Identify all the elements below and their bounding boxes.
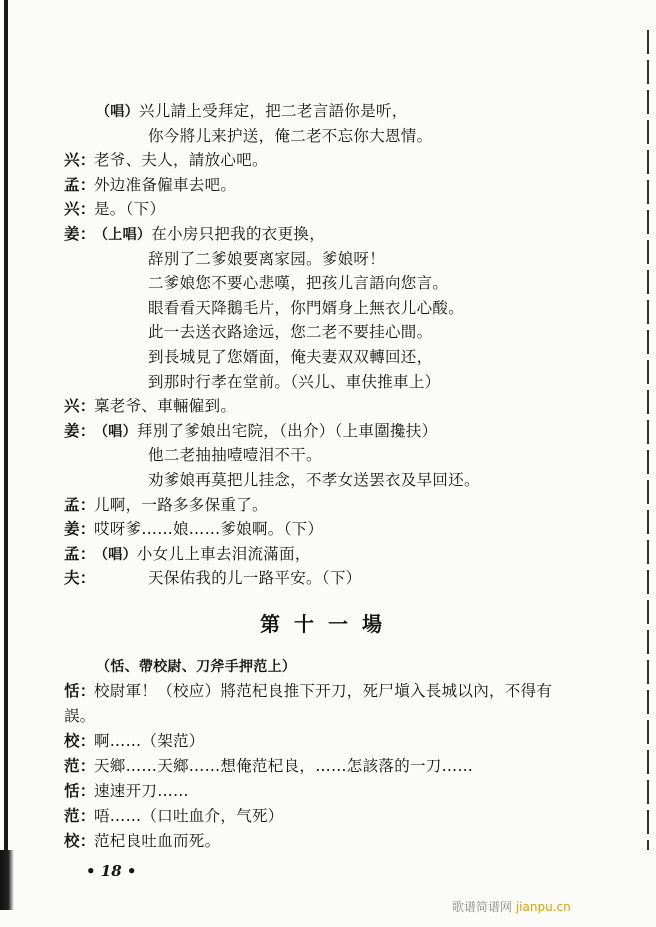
line-text: 在小房只把我的衣更換，: [151, 225, 326, 243]
dialogue-line: [96, 656, 296, 677]
line-text: 哎呀爹……娘……爹娘啊。（下）: [94, 520, 324, 539]
dialogue-line: [64, 806, 284, 826]
speaker-label: 恬：: [64, 681, 96, 700]
line-text: 兴儿請上受拜定，把二老言語你是听，: [138, 102, 408, 120]
dialogue-line: [64, 681, 552, 701]
line-text: 到那时行孝在堂前。（兴儿、車伕推車上）: [148, 372, 441, 391]
binding-edge-left: [4, 0, 8, 890]
line-text: 儿啊，一路多多保重了。: [94, 495, 268, 514]
binding-shadow: [0, 850, 14, 910]
dialogue-line: [64, 421, 437, 442]
speaker-label: 孟：: [64, 494, 96, 514]
line-text: 天保佑我的儿一路平安。（下）: [148, 569, 362, 588]
line-text: 唔……（口吐血介，气死）: [94, 807, 284, 825]
speaker-label: 姜：: [64, 224, 96, 243]
speaker-label: 范：: [64, 806, 96, 825]
stage-direction: （唱）: [94, 546, 137, 563]
speaker-label: 兴：: [64, 150, 96, 170]
watermark-url: jianpu.cn: [515, 900, 571, 914]
scene-title: 第十一場: [260, 612, 396, 636]
dialogue-line: [64, 544, 311, 565]
line-text: 速速开刀……: [94, 782, 189, 800]
line-text: 是。（下）: [94, 200, 166, 219]
speaker-label: 孟：: [64, 543, 96, 563]
line-text: 誤。: [64, 707, 96, 725]
line-text: 啊……（架范）: [94, 732, 205, 750]
dialogue-line: [148, 298, 464, 318]
stage-direction: （唱）: [96, 104, 139, 120]
speaker-label: 兴：: [64, 199, 96, 219]
dialogue-line: [64, 175, 236, 195]
line-text: 老爷、夫人，請放心吧。: [94, 151, 268, 170]
line-text: 他二老抽抽噎噎泪不干。: [148, 446, 322, 465]
line-text: 天鄉……天鄉……想俺范杞良，……怎該落的一刀……: [94, 757, 474, 775]
line-text: 此一去送衣路途远，您二老不要挂心間。: [148, 323, 433, 342]
dialogue-line: [64, 396, 236, 416]
dialogue-line: [148, 470, 480, 490]
dialogue-line: [64, 706, 96, 726]
speaker-label: 孟：: [64, 174, 96, 194]
dialogue-line: [148, 249, 385, 269]
line-text: 你今將儿来护送，俺二老不忘你大恩情。: [148, 126, 433, 145]
line-text: 外边准备僱車去吧。: [94, 175, 237, 194]
speaker-label: 兴：: [64, 396, 96, 416]
dialogue-line: [64, 224, 325, 245]
line-text: 范杞良吐血而死。: [94, 832, 221, 850]
dialogue-line: [64, 568, 361, 588]
dialogue-line: [148, 445, 322, 465]
watermark: [452, 898, 571, 915]
dialogue-line: [64, 495, 268, 515]
dialogue-line: [64, 731, 205, 751]
page-number: • 18 •: [86, 862, 137, 880]
stage-direction: （恬、帶校尉、刀斧手押范上）: [96, 659, 297, 675]
dialogue-line: [64, 831, 220, 851]
watermark-text: 歌谱简谱网: [452, 900, 513, 914]
speaker-label: 范：: [64, 756, 96, 775]
line-text: 校尉軍！（校应）將范杞良推下开刀，死尸塡入長城以內，不得有: [94, 682, 553, 700]
line-text: 稟老爷、車輛僱到。: [94, 397, 237, 416]
speaker-label: 姜：: [64, 420, 96, 440]
dialogue-line: [64, 150, 268, 170]
speaker-label: 夫：: [64, 568, 96, 588]
speaker-label: 恬：: [64, 781, 96, 800]
binding-edge-right: [647, 30, 649, 850]
speaker-label: 校：: [64, 731, 96, 750]
dialogue-line: [96, 101, 408, 122]
line-text: 到長城見了您婿面，俺夫妻双双轉回还，: [148, 348, 433, 366]
line-text: 拜別了爹娘出宅院，（出介）（上車圍攙扶）: [136, 421, 438, 440]
dialogue-line: [148, 126, 432, 146]
line-text: 小女儿上車去泪流滿面，: [136, 544, 311, 563]
stage-direction: （上唱）: [94, 227, 152, 243]
dialogue-line: [148, 347, 432, 367]
dialogue-line: [148, 322, 432, 342]
dialogue-line: [64, 756, 473, 776]
dialogue-line: [148, 372, 440, 392]
dialogue-line: [64, 199, 165, 219]
speaker-label: 校：: [64, 831, 96, 850]
dialogue-line: [64, 781, 189, 801]
stage-direction: （唱）: [94, 423, 137, 440]
line-text: 眼看看天降鵝毛片，你門婿身上無衣儿心酸。: [148, 298, 465, 317]
line-text: 辞別了二爹娘要离家园。爹娘呀！: [148, 249, 386, 268]
line-text: 劝爹娘再莫把儿挂念，不孝女送罢衣及早回还。: [148, 471, 480, 489]
dialogue-line: [148, 273, 448, 293]
dialogue-line: [64, 519, 323, 539]
line-text: 二爹娘您不要心悲嘆，把孩儿言語向您言。: [148, 274, 449, 293]
speaker-label: 姜：: [64, 519, 96, 539]
